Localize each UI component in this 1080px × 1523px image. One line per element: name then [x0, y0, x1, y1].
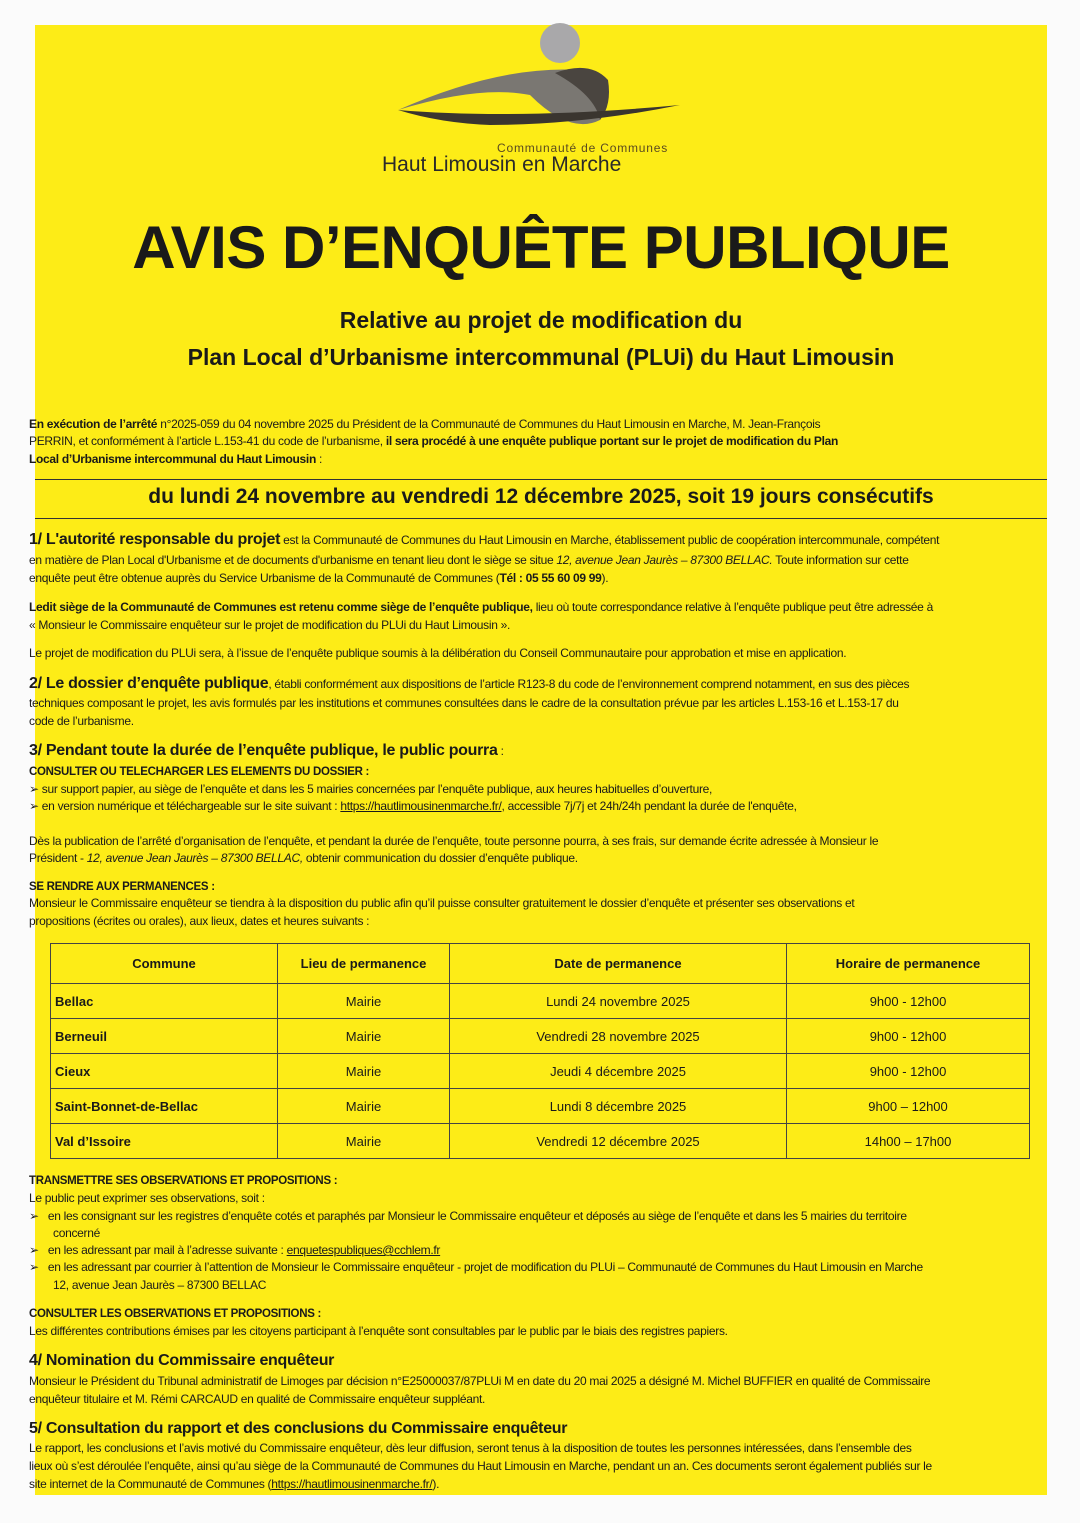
table-row — [51, 1054, 1030, 1089]
transmit-bullet-cont: 12, avenue Jean Jaurès – 87300 BELLAC — [53, 1278, 267, 1292]
enquiry-dates: du lundi 24 novembre au vendredi 12 décembre 2025, soit 19 jours consécutifs — [148, 485, 934, 508]
cell-lieu: Mairie — [278, 984, 450, 1019]
section-2-line: code de l’urbanisme. — [29, 714, 134, 728]
cell-horaire: 9h00 - 12h00 — [787, 1019, 1030, 1054]
cell-horaire: 9h00 - 12h00 — [787, 1054, 1030, 1089]
subtitle-line-1: Relative au projet de modification du — [339, 307, 743, 333]
cell-date: Lundi 8 décembre 2025 — [450, 1089, 787, 1124]
permanences-title: SE RENDRE AUX PERMANENCES : — [29, 881, 215, 893]
cell-commune: Bellac — [51, 984, 278, 1019]
cell-lieu: Mairie — [278, 1019, 450, 1054]
table-row — [51, 984, 1030, 1019]
logo-emblem-icon — [380, 25, 685, 145]
section-3-line: Dès la publication de l’arrêté d’organisation de l’enquête, et pendant la durée de l’enquête, toute personne pourra, à ses frais, sur demande écrite adressée à Monsieur le — [29, 834, 879, 848]
transmit-intro: Le public peut exprimer ses observations, soit : — [29, 1191, 265, 1205]
section-1-heading: 1/ L'autorité responsable du projet est la Communauté de Communes du Haut Limousin en Marche, établissement public de coopération intercommunale, compétent — [29, 531, 940, 548]
transmit-bullet-cont: concerné — [53, 1226, 100, 1240]
cell-date: Jeudi 4 décembre 2025 — [450, 1054, 787, 1089]
section-5-line: lieux où s’est déroulée l’enquête, ainsi qu’au siège de la Communauté de Communes du Haut Limousin en Marche, pendant un an. Ces documents seront également publiés sur le — [29, 1459, 932, 1473]
logo-subtitle: Communauté de Communes — [497, 141, 669, 155]
logo-name: Haut Limousin en Marche — [382, 153, 622, 176]
section-2-heading: 2/ Le dossier d’enquête publique, établi conformément aux dispositions de l’article R123-8 du code de l’environnement comprend notamment, en sus des pièces — [29, 675, 910, 692]
cell-commune: Val d’Issoire — [51, 1124, 278, 1159]
page-title: AVIS D’ENQUÊTE PUBLIQUE — [132, 214, 950, 281]
consult-bullet: ➢ sur support papier, au siège de l’enquête et dans les 5 mairies concernées par l’enquête publique, aux heures habituelles d’ouverture, — [29, 782, 713, 796]
consult-title: CONSULTER OU TELECHARGER LES ELEMENTS DU DOSSIER : — [29, 766, 370, 778]
divider — [35, 518, 1047, 519]
table-row — [51, 1089, 1030, 1124]
subtitle-line-2: Plan Local d’Urbanisme intercommunal (PLUi) du Haut Limousin — [187, 344, 895, 370]
website-link[interactable]: https://hautlimousinenmarche.fr/ — [271, 1477, 433, 1491]
col-horaire: Horaire de permanence — [787, 944, 1030, 984]
observations-text: Les différentes contributions émises par les citoyens participant à l’enquête sont consultables par le public par le biais des registres papiers. — [29, 1324, 728, 1338]
cell-commune: Saint-Bonnet-de-Bellac — [51, 1089, 278, 1124]
section-3-line: Monsieur le Commissaire enquêteur se tiendra à la disposition du public afin qu’il puisse consulter gratuitement le dossier d’enquête et présenter ses observations et — [29, 896, 855, 910]
section-3-line: Président - 12, avenue Jean Jaurès – 87300 BELLAC, obtenir communication du dossier d’enquête publique. — [29, 851, 578, 865]
notice-sheet — [29, 25, 1047, 1495]
email-link[interactable]: enquetespubliques@cchlem.fr — [286, 1243, 441, 1257]
transmit-bullet: ➢ en les adressant par mail à l’adresse suivante : enquetespubliques@cchlem.fr — [29, 1243, 441, 1257]
cell-horaire: 9h00 - 12h00 — [787, 984, 1030, 1019]
col-lieu: Lieu de permanence — [278, 944, 450, 984]
consult-bullet: ➢ en version numérique et téléchargeable sur le site suivant : https://hautlimousinenmarche.fr/, accessible 7j/7j et 24h/24h pendant la durée de l'enquête, — [29, 799, 797, 813]
section-3-heading: 3/ Pendant toute la durée de l’enquête publique, le public pourra : — [29, 742, 504, 759]
section-5-heading: 5/ Consultation du rapport et des conclusions du Commissaire enquêteur — [29, 1420, 568, 1437]
intro-line: PERRIN, et conformément à l’article L.153-41 du code de l’urbanisme, il sera procédé à une enquête publique portant sur le projet de modification du Plan — [29, 434, 839, 448]
section-5-line: site internet de la Communauté de Communes (https://hautlimousinenmarche.fr/). — [29, 1477, 440, 1491]
cell-date: Vendredi 12 décembre 2025 — [450, 1124, 787, 1159]
section-4-heading: 4/ Nomination du Commissaire enquêteur — [29, 1352, 335, 1369]
table-row — [51, 1019, 1030, 1054]
permanences-table — [50, 943, 1030, 1159]
section-1-line: enquête peut être obtenue auprès du Service Urbanisme de la Communauté de Communes (Tél : 05 55 60 09 99). — [29, 571, 609, 585]
cell-commune: Cieux — [51, 1054, 278, 1089]
observations-title: CONSULTER LES OBSERVATIONS ET PROPOSITIONS : — [29, 1308, 322, 1320]
section-1-line: en matière de Plan Local d'Urbanisme et de documents d'urbanisme en tenant lieu dont le siège se situe 12, avenue Jean Jaurès – 87300 BELLAC. Toute information sur cette — [29, 553, 909, 567]
website-link[interactable]: https://hautlimousinenmarche.fr/ — [340, 799, 502, 813]
section-1-line: Le projet de modification du PLUi sera, à l’issue de l’enquête publique soumis à la délibération du Conseil Communautaire pour approbation et mise en application. — [29, 646, 847, 660]
section-3-line: propositions (écrites ou orales), aux lieux, dates et heures suivants : — [29, 914, 370, 928]
cell-lieu: Mairie — [278, 1124, 450, 1159]
cell-commune: Berneuil — [51, 1019, 278, 1054]
cell-date: Lundi 24 novembre 2025 — [450, 984, 787, 1019]
divider — [35, 479, 1047, 480]
section-2-line: techniques composant le projet, les avis formulés par les institutions et communes consultées dans le cadre de la consultation prévue par les articles L.153-16 et L.153-17 du — [29, 696, 899, 710]
section-1-line: Ledit siège de la Communauté de Communes est retenu comme siège de l’enquête publique, lieu où toute correspondance relative à l’enquête publique peut être adressée à — [29, 600, 933, 614]
transmit-bullet: ➢ en les adressant par courrier à l’attention de Monsieur le Commissaire enquêteur - projet de modification du PLUi – Communauté de Communes du Haut Limousin en Marche — [29, 1260, 923, 1274]
section-4-line: enquêteur titulaire et M. Rémi CARCAUD en qualité de Commissaire enquêteur suppléant. — [29, 1392, 486, 1406]
section-5-line: Le rapport, les conclusions et l’avis motivé du Commissaire enquêteur, dès leur diffusion, seront tenus à la disposition de toutes les personnes intéressées, dans l’ensemble des — [29, 1441, 912, 1455]
transmit-title: TRANSMETTRE SES OBSERVATIONS ET PROPOSITIONS : — [29, 1175, 338, 1187]
col-commune: Commune — [51, 944, 278, 984]
cell-horaire: 9h00 – 12h00 — [787, 1089, 1030, 1124]
cell-date: Vendredi 28 novembre 2025 — [450, 1019, 787, 1054]
table-row — [51, 1124, 1030, 1159]
table-header-row — [51, 944, 1030, 984]
cell-lieu: Mairie — [278, 1054, 450, 1089]
col-date: Date de permanence — [450, 944, 787, 984]
section-4-line: Monsieur le Président du Tribunal administratif de Limoges par décision n°E25000037/87PLUi M en date du 20 mai 2025 a désigné M. Michel BUFFIER en qualité de Commissaire — [29, 1374, 931, 1388]
transmit-bullet: ➢ en les consignant sur les registres d’enquête cotés et paraphés par Monsieur le Commissaire enquêteur et déposés au siège de l’enquête et dans les 5 mairies du territoire — [29, 1209, 907, 1223]
cell-horaire: 14h00 – 17h00 — [787, 1124, 1030, 1159]
cell-lieu: Mairie — [278, 1089, 450, 1124]
section-1-line: « Monsieur le Commissaire enquêteur sur le projet de modification du PLUi du Haut Limousin ». — [29, 618, 511, 632]
intro-line: En exécution de l’arrêté n°2025-059 du 04 novembre 2025 du Président de la Communauté de Communes du Haut Limousin en Marche, M. Jean-François — [29, 417, 821, 431]
intro-line: Local d’Urbanisme intercommunal du Haut Limousin : — [29, 452, 323, 466]
